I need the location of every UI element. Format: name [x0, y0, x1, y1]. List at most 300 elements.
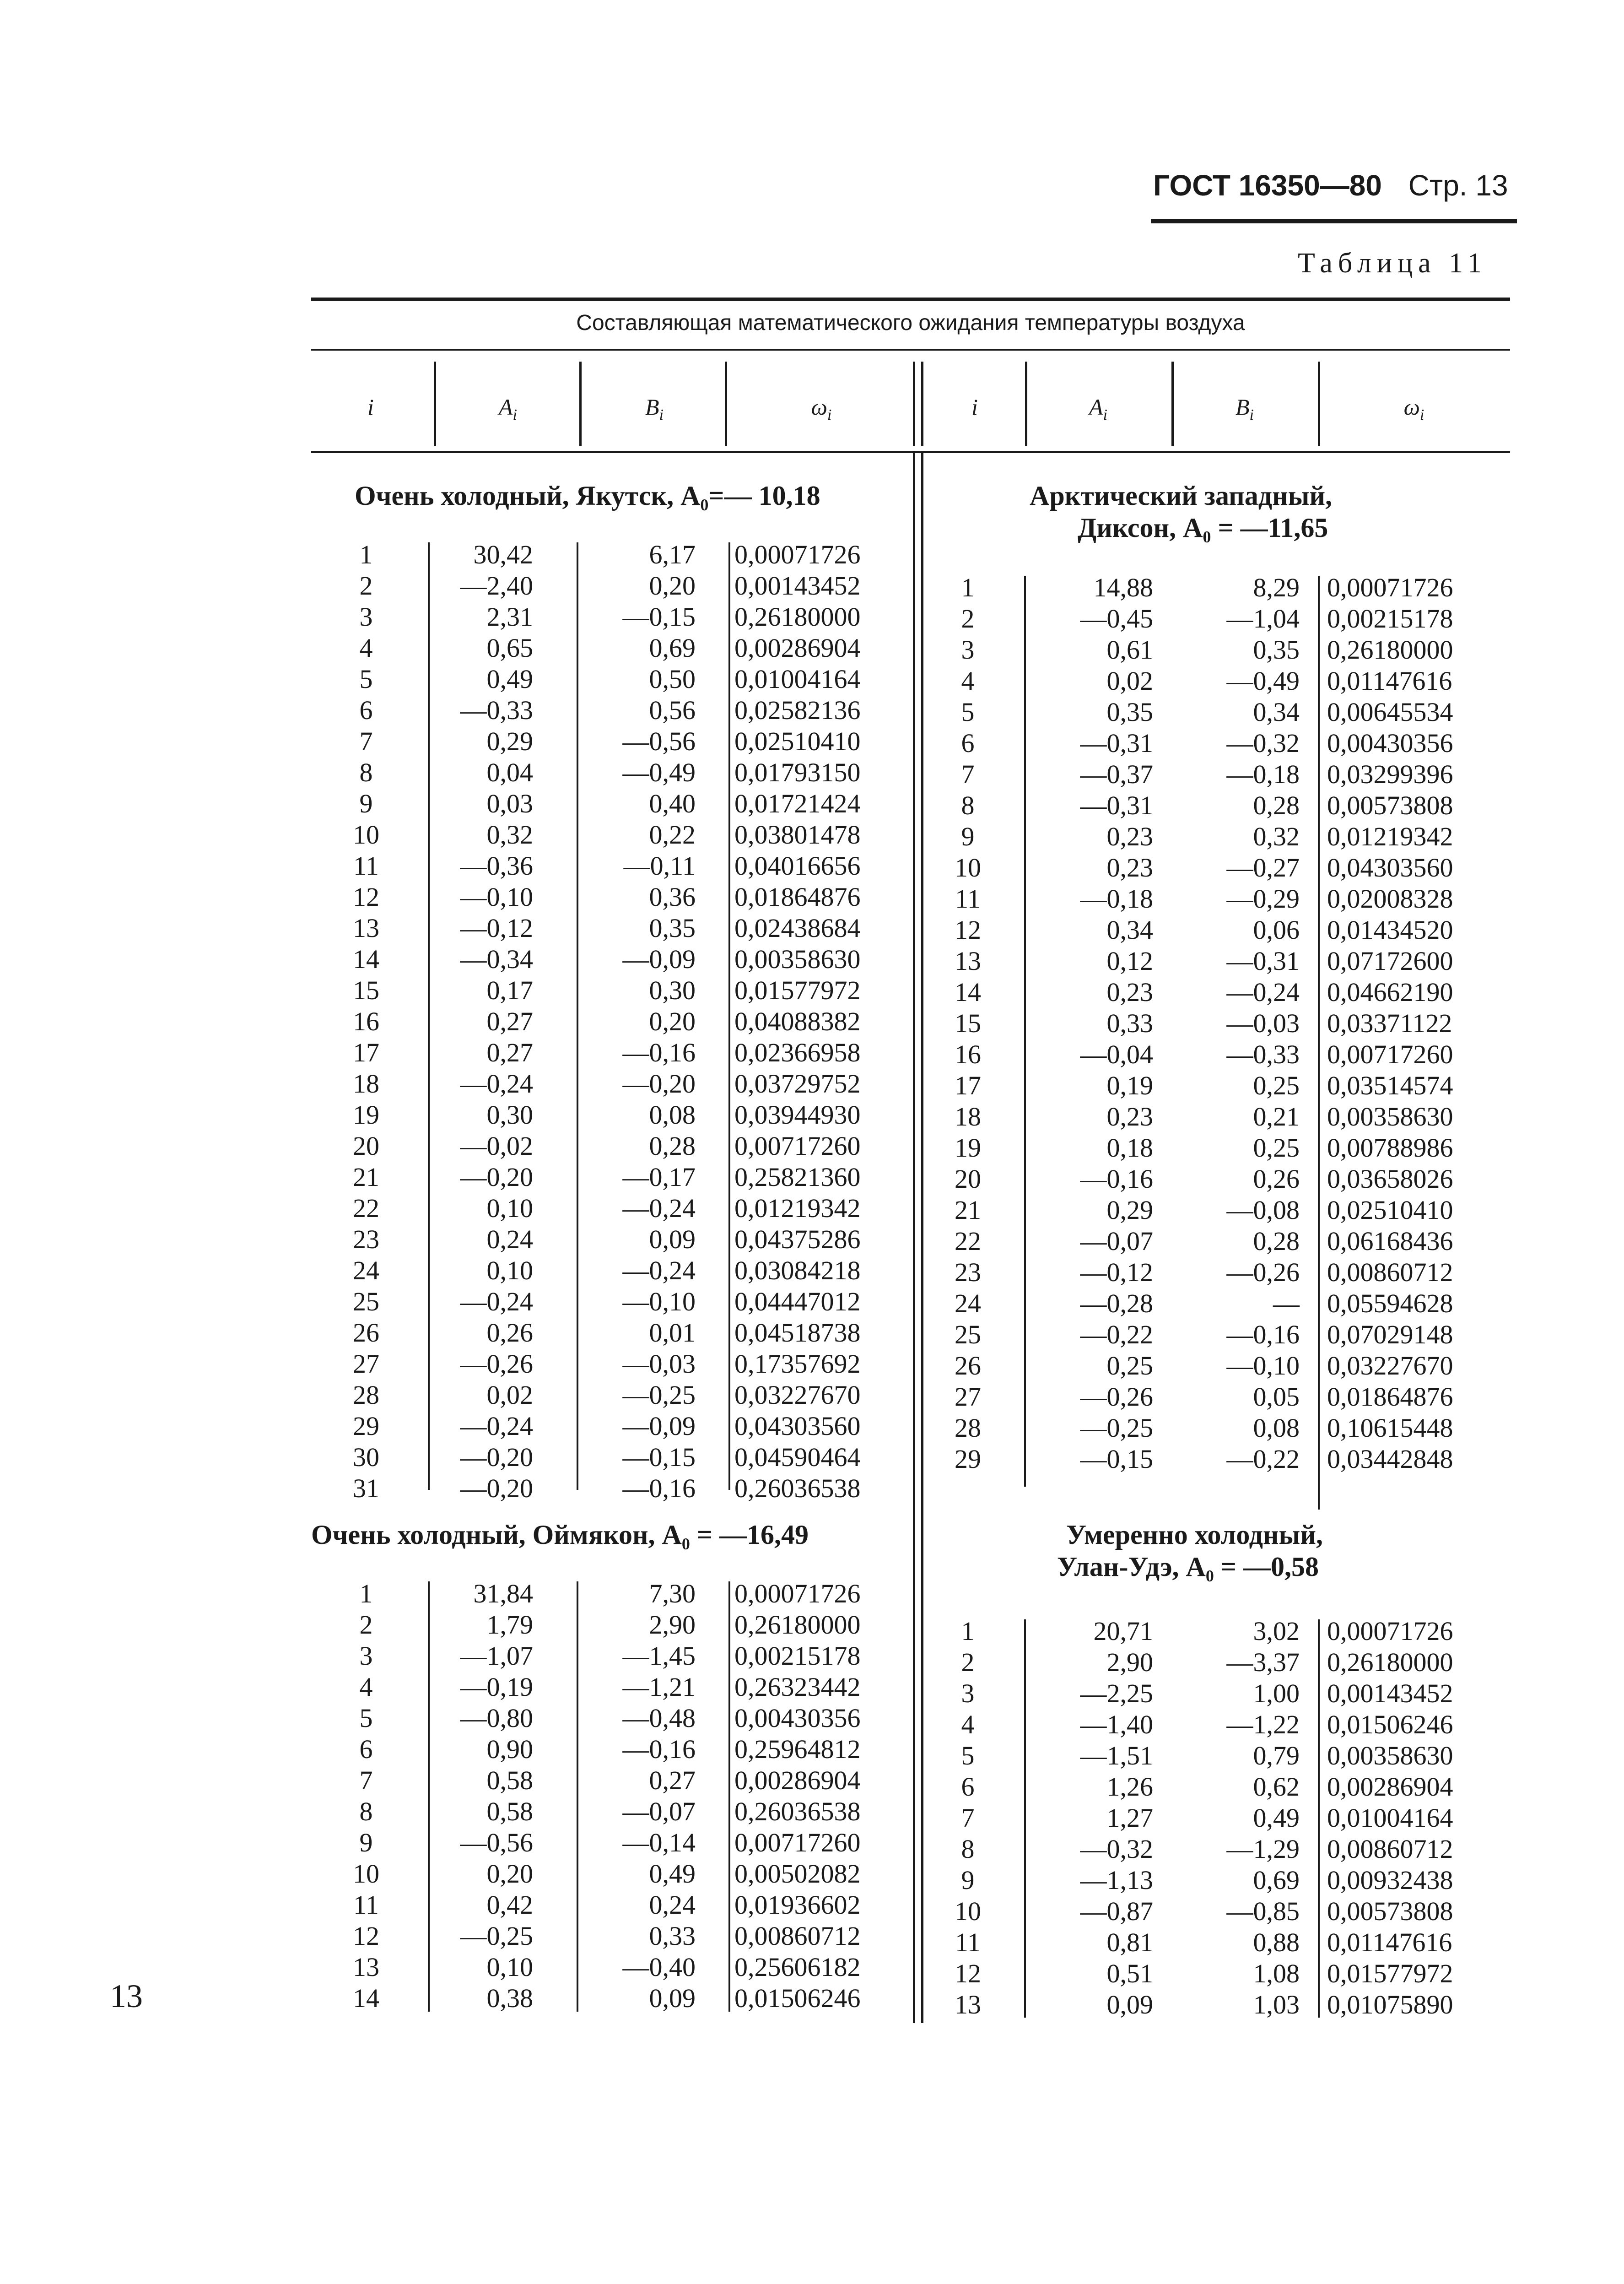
value-a: —0,37 — [1080, 759, 1153, 789]
row-index: 10 — [955, 1896, 981, 1926]
page-label: Стр. 13 — [1408, 169, 1508, 202]
value-b: —0,10 — [622, 1287, 696, 1316]
table-row — [0, 1865, 1624, 1896]
value-a: —0,20 — [460, 1442, 533, 1472]
row-index: 24 — [353, 1256, 379, 1285]
value-omega: 0,01864876 — [1327, 1382, 1453, 1412]
row-index: 13 — [353, 1952, 379, 1982]
value-b: 0,06 — [1253, 915, 1300, 945]
value-a: —0,28 — [1080, 1288, 1153, 1318]
value-b: 0,28 — [1253, 1226, 1300, 1256]
table-row — [0, 1070, 1624, 1101]
value-b: —0,16 — [622, 1734, 696, 1764]
value-a: —0,04 — [1080, 1039, 1153, 1069]
row-index: 1 — [961, 573, 975, 602]
value-b: 3,02 — [1253, 1616, 1300, 1646]
row-index: 5 — [961, 697, 975, 727]
table-row — [0, 1896, 1624, 1927]
value-a: —0,18 — [1080, 884, 1153, 914]
value-b: 0,27 — [649, 1765, 696, 1795]
row-index: 2 — [359, 1610, 373, 1640]
value-omega: 0,01721424 — [734, 789, 861, 818]
table-caption: Составляющая математического ожидания температуры воздуха — [576, 311, 1245, 335]
value-omega: 0,01004164 — [1327, 1803, 1453, 1833]
value-omega: 0,00717260 — [1327, 1039, 1453, 1069]
value-omega: 0,00717260 — [734, 1131, 861, 1161]
row-index: 12 — [353, 1921, 379, 1951]
row-index: 31 — [353, 1473, 379, 1503]
value-omega: 0,04016656 — [734, 851, 861, 881]
column-rule — [1318, 1619, 1320, 2018]
column-rule — [1024, 576, 1026, 1487]
value-omega: 0,02510410 — [734, 726, 861, 756]
value-b: 0,01 — [649, 1318, 696, 1348]
row-index: 20 — [353, 1131, 379, 1161]
value-a: 0,30 — [486, 1100, 533, 1130]
value-b: 0,49 — [1253, 1803, 1300, 1833]
value-b: 0,34 — [1253, 697, 1300, 727]
value-omega: 0,25821360 — [734, 1162, 861, 1192]
value-omega: 0,00286904 — [1327, 1772, 1453, 1802]
value-a: 30,42 — [473, 540, 533, 569]
row-index: 6 — [359, 695, 373, 725]
row-index: 23 — [955, 1257, 981, 1287]
value-a: 0,35 — [1106, 697, 1153, 727]
row-index: 3 — [359, 602, 373, 632]
row-index: 23 — [353, 1224, 379, 1254]
value-a: 0,29 — [1106, 1195, 1153, 1225]
value-b: —3,37 — [1226, 1647, 1300, 1677]
value-a: —0,10 — [460, 882, 533, 912]
value-b: —0,18 — [1226, 759, 1300, 789]
value-b: —1,29 — [1226, 1834, 1300, 1864]
value-omega: 0,26036538 — [734, 1797, 861, 1826]
value-a: 0,90 — [486, 1734, 533, 1764]
value-a: —0,16 — [1080, 1164, 1153, 1194]
table-row — [0, 1740, 1624, 1771]
data-group-ulanude — [0, 1616, 1624, 2020]
value-a: 14,88 — [1093, 573, 1153, 602]
value-b: 0,79 — [1253, 1741, 1300, 1770]
value-a: 0,65 — [486, 633, 533, 663]
row-index: 1 — [359, 1579, 373, 1608]
row-index: 11 — [353, 1890, 379, 1920]
table-row — [0, 1678, 1624, 1709]
value-omega: 0,26036538 — [734, 1473, 861, 1503]
value-omega: 0,04518738 — [734, 1318, 861, 1348]
row-index: 13 — [353, 913, 379, 943]
value-omega: 0,00573808 — [1327, 790, 1453, 820]
table-row — [0, 883, 1624, 915]
value-omega: 0,25964812 — [734, 1734, 861, 1764]
table-row — [0, 603, 1624, 634]
row-index: 21 — [955, 1195, 981, 1225]
value-a: 0,19 — [1106, 1071, 1153, 1100]
value-b: —0,40 — [622, 1952, 696, 1982]
row-index: 12 — [353, 882, 379, 912]
table-row — [0, 1647, 1624, 1678]
value-b: 1,03 — [1253, 1990, 1300, 2019]
section-title-yakutsk: Очень холодный, Якутск, А₀=— 10,18 — [355, 481, 820, 511]
value-a: 0,34 — [1106, 915, 1153, 945]
caption-rule — [311, 349, 1510, 351]
row-index: 5 — [359, 1703, 373, 1733]
row-index: 4 — [359, 633, 373, 663]
row-index: 18 — [353, 1069, 379, 1099]
value-omega: 0,01147616 — [1327, 1927, 1452, 1957]
value-omega: 0,01864876 — [734, 882, 861, 912]
table-row — [0, 1008, 1624, 1039]
value-omega: 0,03227670 — [734, 1380, 861, 1410]
header-divider — [1171, 362, 1174, 446]
value-a: 0,23 — [1106, 822, 1153, 851]
value-b: —0,27 — [1226, 853, 1300, 882]
value-b: 0,28 — [649, 1131, 696, 1161]
row-index: 13 — [955, 1990, 981, 2019]
table-row — [0, 1413, 1624, 1444]
table-row — [0, 1132, 1624, 1164]
value-omega: 0,00071726 — [1327, 573, 1453, 602]
row-index: 24 — [955, 1288, 981, 1318]
row-index: 3 — [359, 1641, 373, 1671]
value-omega: 0,00358630 — [1327, 1741, 1453, 1770]
value-omega: 0,04375286 — [734, 1224, 861, 1254]
value-a: 0,24 — [486, 1224, 533, 1254]
value-omega: 0,00143452 — [734, 571, 861, 601]
col-header-i: i — [367, 394, 374, 420]
value-a: —0,25 — [460, 1921, 533, 1951]
value-omega: 0,17357692 — [734, 1349, 861, 1379]
row-index: 8 — [961, 1834, 975, 1864]
row-index: 13 — [955, 946, 981, 976]
value-a: 0,20 — [486, 1859, 533, 1889]
row-index: 7 — [359, 1765, 373, 1795]
section-title-ulanude-line2: Улан-Удэ, А₀ = —0,58 — [1057, 1552, 1319, 1582]
value-omega: 0,00143452 — [1327, 1678, 1453, 1708]
table-row — [0, 1578, 915, 1609]
value-b: —0,03 — [1226, 1008, 1300, 1038]
row-index: 8 — [359, 1797, 373, 1826]
value-a: 1,26 — [1106, 1772, 1153, 1802]
table-row — [0, 634, 1624, 666]
value-a: —0,80 — [460, 1703, 533, 1733]
row-index: 4 — [961, 666, 975, 696]
table-row — [0, 1288, 1624, 1319]
row-index: 17 — [955, 1071, 981, 1100]
row-index: 1 — [961, 1616, 975, 1646]
header-divider — [1025, 362, 1027, 446]
row-index: 10 — [353, 1859, 379, 1889]
section-title-dikson-line2: Диксон, А₀ = —11,65 — [1078, 513, 1328, 543]
table-row — [0, 1164, 1624, 1195]
value-b: —0,03 — [622, 1349, 696, 1379]
value-a: 0,03 — [486, 789, 533, 818]
value-a: 0,42 — [486, 1890, 533, 1920]
row-index: 2 — [961, 1647, 975, 1677]
value-a: 0,17 — [486, 975, 533, 1005]
value-a: —0,20 — [460, 1473, 533, 1503]
value-b: —0,33 — [1226, 1039, 1300, 1069]
row-index: 15 — [353, 975, 379, 1005]
table-row — [0, 1101, 1624, 1132]
table-row — [0, 1927, 1624, 1958]
value-omega: 0,02366958 — [734, 1038, 861, 1067]
value-b: —0,09 — [622, 1411, 696, 1441]
value-omega: 0,01219342 — [734, 1193, 861, 1223]
header-divider — [913, 362, 915, 446]
value-omega: 0,00932438 — [1327, 1865, 1453, 1895]
value-b: —0,10 — [1226, 1351, 1300, 1380]
value-b: —0,49 — [622, 758, 696, 787]
value-a: —0,12 — [1080, 1257, 1153, 1287]
value-b: —0,48 — [622, 1703, 696, 1733]
value-omega: 0,02438684 — [734, 913, 861, 943]
row-index: 18 — [955, 1102, 981, 1131]
table-top-rule — [311, 298, 1510, 301]
value-a: —0,34 — [460, 944, 533, 974]
row-index: 19 — [955, 1133, 981, 1163]
row-index: 2 — [961, 604, 975, 633]
value-a: 2,31 — [486, 602, 533, 632]
header-rule — [1151, 219, 1517, 223]
row-index: 8 — [359, 758, 373, 787]
column-rule — [1318, 576, 1320, 1510]
col-header-a: $A_i$ — [1089, 394, 1107, 423]
value-a: —0,24 — [460, 1287, 533, 1316]
value-b: —1,21 — [622, 1672, 696, 1702]
value-a: —1,51 — [1080, 1741, 1153, 1770]
value-omega: 0,01506246 — [734, 1983, 861, 2013]
value-a: —0,24 — [460, 1411, 533, 1441]
data-group-dikson — [0, 572, 1624, 1475]
value-b: —0,14 — [622, 1828, 696, 1857]
row-index: 14 — [955, 977, 981, 1007]
value-b: 1,00 — [1253, 1678, 1300, 1708]
value-b: 0,09 — [649, 1983, 696, 2013]
value-a: —1,40 — [1080, 1710, 1153, 1739]
value-omega: 0,04662190 — [1327, 977, 1453, 1007]
value-omega: 0,00430356 — [1327, 728, 1453, 758]
value-omega: 0,02008328 — [1327, 884, 1453, 914]
row-index: 9 — [359, 1828, 373, 1857]
value-omega: 0,00358630 — [734, 944, 861, 974]
value-omega: 0,00860712 — [1327, 1257, 1453, 1287]
table-row — [0, 915, 1624, 946]
table-row — [0, 1226, 1624, 1257]
table-row — [0, 977, 1624, 1008]
value-a: —0,26 — [460, 1349, 533, 1379]
table-row — [0, 1195, 1624, 1226]
table-row — [0, 946, 1624, 977]
table-row — [0, 1834, 1624, 1865]
column-rule — [428, 1581, 430, 2012]
value-b: —0,29 — [1226, 884, 1300, 914]
value-omega: 0,01075890 — [1327, 1990, 1453, 2019]
value-a: —0,24 — [460, 1069, 533, 1099]
value-a: 0,23 — [1106, 853, 1153, 882]
table-row — [0, 697, 1624, 728]
value-b: —0,16 — [1226, 1320, 1300, 1349]
document-header — [1153, 168, 1508, 202]
row-index: 8 — [961, 790, 975, 820]
value-a: 0,61 — [1106, 635, 1153, 665]
value-omega: 0,26180000 — [1327, 635, 1453, 665]
table-row — [0, 572, 1624, 603]
value-a: —2,40 — [460, 571, 533, 601]
value-omega: 0,26323442 — [734, 1672, 861, 1702]
value-a: 0,23 — [1106, 1102, 1153, 1131]
value-omega: 0,01577972 — [1327, 1959, 1453, 1988]
col-header-b: $B_i$ — [645, 394, 664, 423]
column-rule — [728, 1581, 730, 2012]
value-a: 0,04 — [486, 758, 533, 787]
row-index: 6 — [359, 1734, 373, 1764]
value-a: —0,36 — [460, 851, 533, 881]
value-b: 6,17 — [649, 540, 696, 569]
table-row — [0, 1709, 1624, 1740]
value-a: —0,25 — [1080, 1413, 1153, 1443]
value-b: 0,30 — [649, 975, 696, 1005]
value-a: 0,10 — [486, 1193, 533, 1223]
row-index: 7 — [961, 759, 975, 789]
row-index: 26 — [353, 1318, 379, 1348]
value-a: —0,56 — [460, 1828, 533, 1857]
value-omega: 0,00286904 — [734, 1765, 861, 1795]
value-b: 0,35 — [649, 913, 696, 943]
value-b: —0,32 — [1226, 728, 1300, 758]
value-omega: 0,03944930 — [734, 1100, 861, 1130]
value-b: 0,25 — [1253, 1133, 1300, 1163]
table-row — [0, 1989, 1624, 2020]
row-index: 30 — [353, 1442, 379, 1472]
row-index: 28 — [955, 1413, 981, 1443]
row-index: 22 — [353, 1193, 379, 1223]
value-b: 0,24 — [649, 1890, 696, 1920]
value-a: —0,32 — [1080, 1834, 1153, 1864]
row-index: 26 — [955, 1351, 981, 1380]
value-a: —0,26 — [1080, 1382, 1153, 1412]
value-b: 0,49 — [649, 1859, 696, 1889]
row-index: 7 — [359, 726, 373, 756]
value-b: 8,29 — [1253, 573, 1300, 602]
header-divider — [579, 362, 582, 446]
col-header-omega: $\omega_i$ — [811, 394, 832, 423]
row-index: 6 — [961, 728, 975, 758]
column-rule — [577, 1581, 578, 2012]
value-a: 0,38 — [486, 1983, 533, 2013]
value-b: 0,22 — [649, 820, 696, 850]
value-a: —0,33 — [460, 695, 533, 725]
value-b: 0,33 — [649, 1921, 696, 1951]
value-b: —0,20 — [622, 1069, 696, 1099]
value-omega: 0,05594628 — [1327, 1288, 1453, 1318]
row-index: 3 — [961, 635, 975, 665]
row-index: 1 — [359, 540, 373, 569]
value-omega: 0,04590464 — [734, 1442, 861, 1472]
value-a: 0,25 — [1106, 1351, 1153, 1380]
value-b: 0,88 — [1253, 1927, 1300, 1957]
row-index: 16 — [353, 1007, 379, 1036]
row-index: 11 — [353, 851, 379, 881]
value-omega: 0,03729752 — [734, 1069, 861, 1099]
value-omega: 0,26180000 — [734, 1610, 861, 1640]
value-omega: 0,04303560 — [1327, 853, 1453, 882]
value-omega: 0,00860712 — [734, 1921, 861, 1951]
value-a: —0,31 — [1080, 790, 1153, 820]
value-b: —0,16 — [622, 1038, 696, 1067]
table-row — [0, 1444, 1624, 1475]
value-a: 0,02 — [1106, 666, 1153, 696]
value-b: 0,08 — [1253, 1413, 1300, 1443]
value-omega: 0,26180000 — [734, 602, 861, 632]
row-index: 6 — [961, 1772, 975, 1802]
row-index: 10 — [955, 853, 981, 882]
row-index: 27 — [955, 1382, 981, 1412]
value-a: —0,45 — [1080, 604, 1153, 633]
value-a: —0,15 — [1080, 1444, 1153, 1474]
value-omega: 0,06168436 — [1327, 1226, 1453, 1256]
row-index: 10 — [353, 820, 379, 850]
value-omega: 0,00430356 — [734, 1703, 861, 1733]
value-a: 0,49 — [486, 664, 533, 694]
value-omega: 0,01506246 — [1327, 1710, 1453, 1739]
value-omega: 0,00860712 — [1327, 1834, 1453, 1864]
value-b: 0,21 — [1253, 1102, 1300, 1131]
value-omega: 0,04447012 — [734, 1287, 861, 1316]
value-omega: 0,03442848 — [1327, 1444, 1453, 1474]
value-a: 0,27 — [486, 1007, 533, 1036]
value-a: —1,13 — [1080, 1865, 1153, 1895]
header-divider — [1318, 362, 1320, 446]
value-a: 0,58 — [486, 1797, 533, 1826]
value-a: 2,90 — [1106, 1647, 1153, 1677]
value-omega: 0,00215178 — [734, 1641, 861, 1671]
value-a: 0,10 — [486, 1952, 533, 1982]
header-divider — [725, 362, 727, 446]
table-row — [0, 790, 1624, 821]
value-b: —0,24 — [622, 1256, 696, 1285]
value-b: —0,25 — [622, 1380, 696, 1410]
value-a: —2,25 — [1080, 1678, 1153, 1708]
column-rule — [728, 542, 730, 1490]
value-a: —0,02 — [460, 1131, 533, 1161]
column-rule — [428, 542, 430, 1490]
table-row — [0, 821, 1624, 852]
value-b: —0,24 — [622, 1193, 696, 1223]
row-index: 29 — [353, 1411, 379, 1441]
value-omega: 0,01577972 — [734, 975, 861, 1005]
value-a: 1,79 — [486, 1610, 533, 1640]
value-a: —0,31 — [1080, 728, 1153, 758]
value-omega: 0,07029148 — [1327, 1320, 1453, 1349]
value-b: 0,09 — [649, 1224, 696, 1254]
col-header-omega: $\omega_i$ — [1403, 394, 1424, 423]
value-b: —0,31 — [1226, 946, 1300, 976]
value-omega: 0,03299396 — [1327, 759, 1453, 789]
value-b: —0,08 — [1226, 1195, 1300, 1225]
row-index: 15 — [955, 1008, 981, 1038]
row-index: 28 — [353, 1380, 379, 1410]
value-omega: 0,00286904 — [734, 633, 861, 663]
value-b: —0,16 — [622, 1473, 696, 1503]
row-index: 14 — [353, 944, 379, 974]
value-b: 1,08 — [1253, 1959, 1300, 1988]
value-b: 0,32 — [1253, 822, 1300, 851]
row-index: 9 — [359, 789, 373, 818]
value-b: 0,05 — [1253, 1382, 1300, 1412]
col-header-b: $B_i$ — [1236, 394, 1254, 423]
value-a: 31,84 — [473, 1579, 533, 1608]
